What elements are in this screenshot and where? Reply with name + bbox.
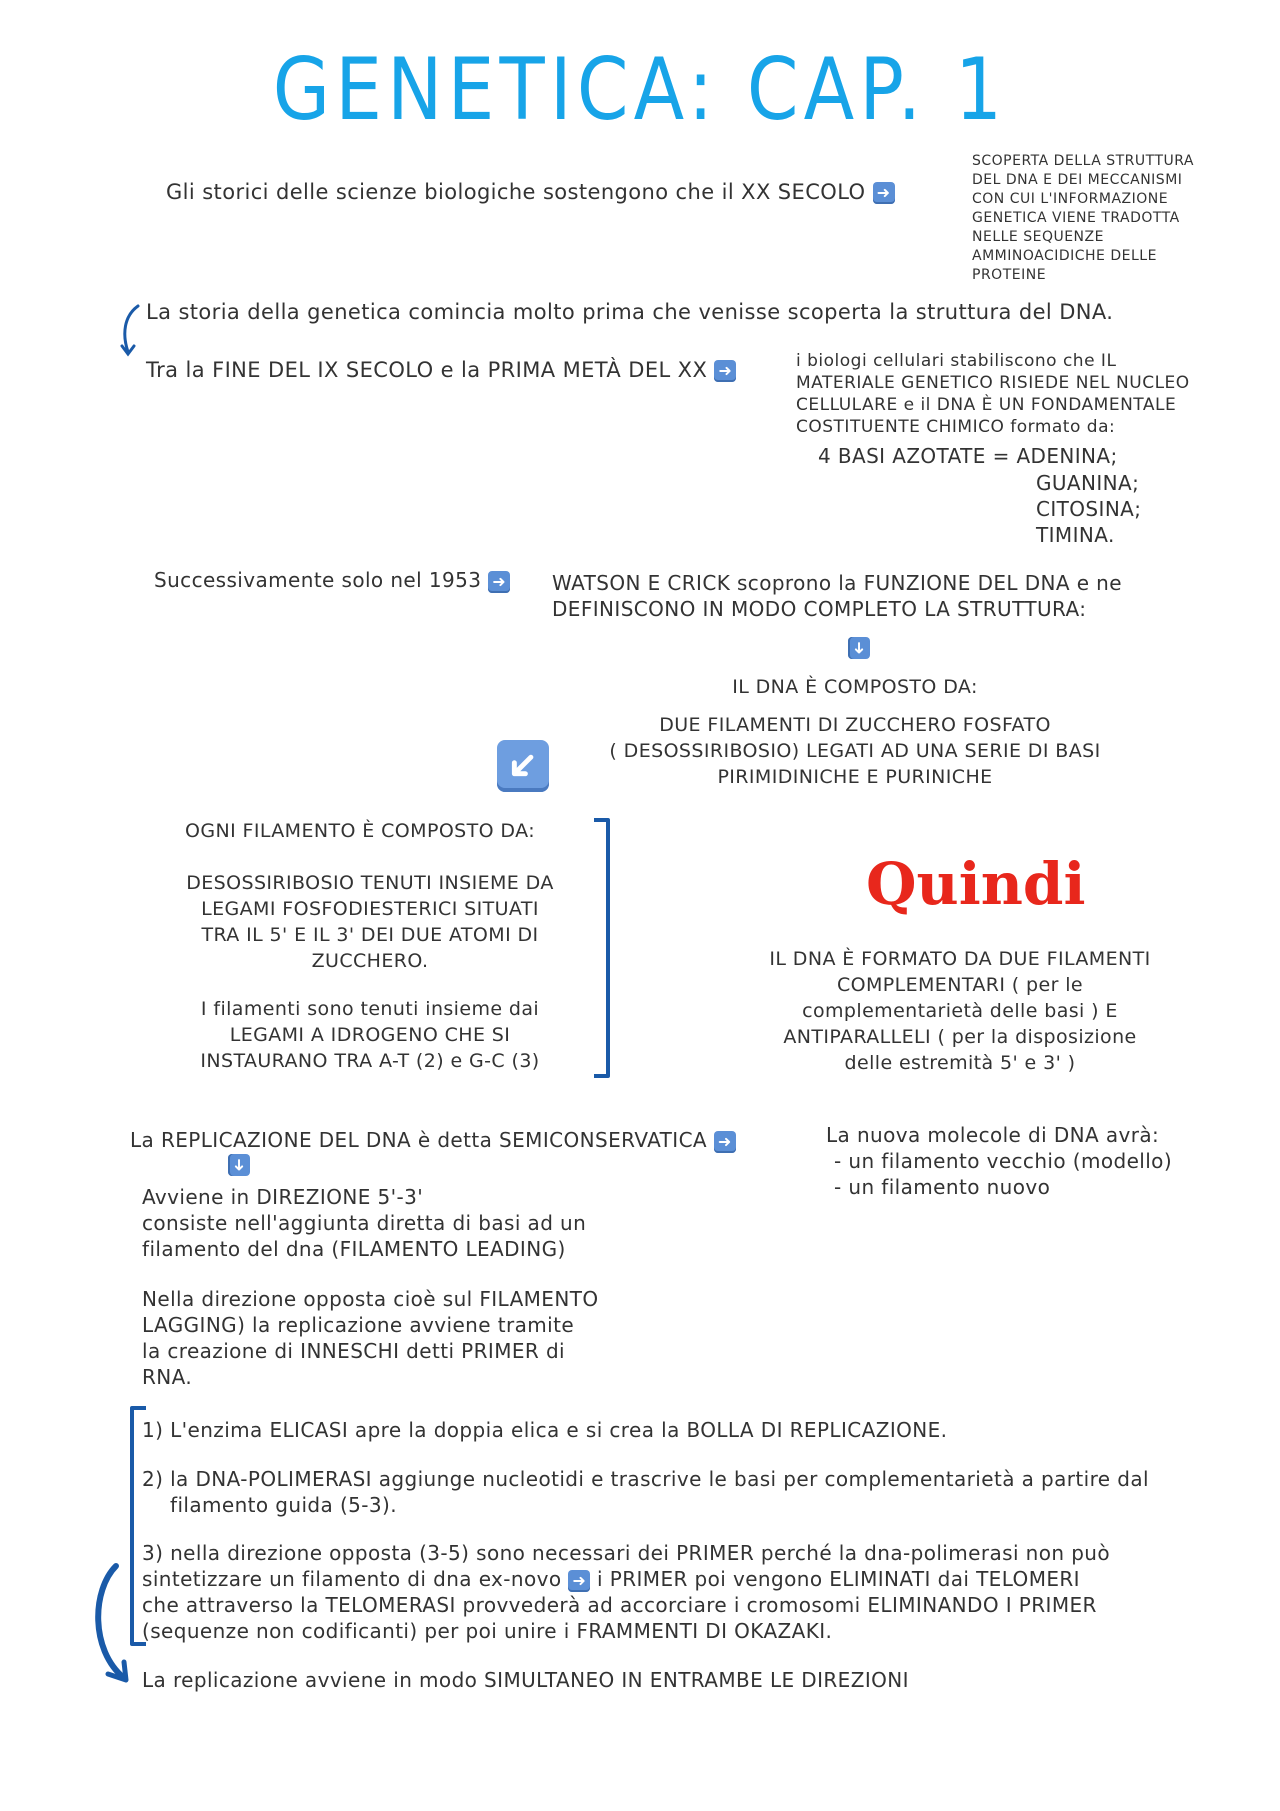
replication-label-text: La REPLICAZIONE DEL DNA è detta SEMICONSERVATICA — [130, 1128, 708, 1152]
bracket-right — [590, 816, 614, 1080]
watson-label — [154, 568, 510, 593]
leading-desc — [142, 1184, 586, 1262]
replication-label — [130, 1128, 736, 1153]
intro-note-line: PROTEINE — [972, 267, 1047, 283]
quindi-line: complementarietà delle basi ) E — [802, 1000, 1118, 1022]
intro-text: Gli storici delle scienze biologiche sostengono che il XX SECOLO — [166, 180, 866, 204]
filament-line: DESOSSIRIBOSIO TENUTI INSIEME DA — [186, 872, 554, 894]
down-left-arrow-icon: ➜ — [494, 737, 552, 795]
step-line: (sequenze non codificanti) per poi unire i FRAMMENTI DI OKAZAKI. — [142, 1619, 833, 1643]
down-arrow-icon: ➜ — [848, 637, 870, 659]
intro-note-line: SCOPERTA DELLA STRUTTURA — [972, 153, 1194, 169]
intro-note — [972, 152, 1194, 285]
dna-composed-heading: IL DNA È COMPOSTO DA: — [732, 676, 978, 698]
intro-note-line: CON CUI L'INFORMAZIONE — [972, 191, 1169, 207]
step-line: 3) nella direzione opposta (3-5) sono necessari dei PRIMER perché la dna-polimerasi non può — [142, 1541, 1111, 1565]
lagging-line: RNA. — [142, 1365, 193, 1389]
period-desc-line: i biologi cellulari stabiliscono che IL — [796, 351, 1117, 371]
quindi-heading: Quindi — [866, 850, 1086, 918]
bases-label: 4 BASI AZOTATE = ADENINA; — [818, 444, 1118, 468]
result-line: La nuova molecole di DNA avrà: — [826, 1123, 1160, 1147]
intro-note-line: AMMINOACIDICHE DELLE — [972, 248, 1157, 264]
filament-line: LEGAMI FOSFODIESTERICI SITUATI — [201, 898, 539, 920]
curved-arrow-icon — [116, 300, 146, 360]
watson-desc — [552, 570, 1122, 622]
intro-note-line: GENETICA VIENE TRADOTTA — [972, 210, 1180, 226]
period-desc-line: MATERIALE GENETICO RISIEDE NEL NUCLEO — [796, 373, 1190, 393]
lagging-line: LAGGING) la replicazione avviene tramite — [142, 1313, 575, 1337]
lagging-line: Nella direzione opposta cioè sul FILAMENTO — [142, 1287, 599, 1311]
page-title: GENETICA: CAP. 1 — [272, 40, 1008, 140]
filaments-line: ( DESOSSIRIBOSIO) LEGATI AD UNA SERIE DI BASI — [609, 740, 1101, 762]
step-2 — [142, 1466, 1149, 1518]
intro-note-line: NELLE SEQUENZE — [972, 229, 1104, 245]
leading-line: Avviene in DIREZIONE 5'-3' — [142, 1185, 424, 1209]
quindi-line: ANTIPARALLELI ( per la disposizione — [783, 1026, 1137, 1048]
filament-line: ZUCCHERO. — [311, 950, 429, 972]
watson-desc-line: WATSON E CRICK scoprono la FUNZIONE DEL DNA e ne — [552, 571, 1122, 595]
bases-list — [1036, 470, 1141, 548]
right-arrow-icon: ➜ — [714, 1131, 736, 1153]
step-line — [142, 1566, 1110, 1592]
step-text: sintetizzare un filamento di dna ex-novo — [142, 1567, 562, 1591]
filament-para1 — [140, 870, 600, 974]
step-line: filamento guida (5-3). — [170, 1493, 397, 1517]
filament-heading: OGNI FILAMENTO È COMPOSTO DA: — [185, 820, 535, 842]
dna-filaments-desc — [540, 712, 1170, 790]
filaments-line: PIRIMIDINICHE E PURINICHE — [717, 766, 993, 788]
conclusion: La replicazione avviene in modo SIMULTANEO IN ENTRAMBE LE DIREZIONI — [142, 1668, 909, 1692]
leading-line: consiste nell'aggiunta diretta di basi ad un — [142, 1211, 587, 1235]
step-3 — [142, 1540, 1110, 1644]
filament-line: I filamenti sono tenuti insieme dai — [200, 998, 540, 1020]
replication-result — [826, 1122, 1172, 1200]
step-1: 1) L'enzima ELICASI apre la doppia elica e si crea la BOLLA DI REPLICAZIONE. — [142, 1418, 948, 1442]
period-desc-line: CELLULARE e il DNA È UN FONDAMENTALE — [796, 395, 1177, 415]
intro-sentence — [166, 180, 895, 204]
right-arrow-icon: ➜ — [488, 571, 510, 593]
quindi-line: delle estremità 5' e 3' ) — [844, 1052, 1076, 1074]
filament-line: INSTAURANO TRA A-T (2) e G-C (3) — [200, 1050, 540, 1072]
result-line: - un filamento vecchio (modello) — [834, 1149, 1173, 1173]
right-arrow-icon: ➜ — [568, 1570, 590, 1592]
result-line: - un filamento nuovo — [834, 1175, 1051, 1199]
lagging-desc — [142, 1286, 598, 1390]
history-sentence: La storia della genetica comincia molto prima che venisse scoperta la struttura del DNA. — [146, 300, 1114, 324]
right-arrow-icon: ➜ — [873, 182, 895, 204]
period-label — [146, 358, 736, 382]
base-item: TIMINA. — [1036, 523, 1115, 547]
quindi-line: IL DNA È FORMATO DA DUE FILAMENTI — [769, 948, 1151, 970]
period-desc-line: COSTITUENTE CHIMICO formato da: — [796, 417, 1116, 437]
filament-line: LEGAMI A IDROGENO CHE SI — [229, 1024, 511, 1046]
step-text: i PRIMER poi vengono ELIMINATI dai TELOMERI — [597, 1567, 1080, 1591]
base-item: GUANINA; — [1036, 471, 1140, 495]
quindi-text — [700, 946, 1220, 1076]
base-item: CITOSINA; — [1036, 497, 1142, 521]
filament-line: TRA IL 5' E IL 3' DEI DUE ATOMI DI — [201, 924, 539, 946]
watson-label-text: Successivamente solo nel 1953 — [154, 568, 482, 592]
step-line: 2) la DNA-POLIMERASI aggiunge nucleotidi e trascrive le basi per complementarietà a partire dal — [142, 1467, 1149, 1491]
lagging-line: la creazione di INNESCHI detti PRIMER di — [142, 1339, 566, 1363]
step-line: che attraverso la TELOMERASI provvederà ad accorciare i cromosomi ELIMINANDO I PRIMER — [142, 1593, 1097, 1617]
watson-desc-line: DEFINISCONO IN MODO COMPLETO LA STRUTTURA: — [552, 597, 1087, 621]
down-arrow-icon: ➜ — [228, 1154, 250, 1176]
period-desc — [796, 350, 1190, 438]
filaments-line: DUE FILAMENTI DI ZUCCHERO FOSFATO — [659, 714, 1051, 736]
period-label-text: Tra la FINE DEL IX SECOLO e la PRIMA METÀ DEL XX — [146, 358, 708, 382]
curved-arrow-icon — [84, 1560, 148, 1690]
filament-para2 — [140, 996, 600, 1074]
intro-note-line: DEL DNA E DEI MECCANISMI — [972, 172, 1183, 188]
leading-line: filamento del dna (FILAMENTO LEADING) — [142, 1237, 566, 1261]
right-arrow-icon: ➜ — [714, 360, 736, 382]
quindi-line: COMPLEMENTARI ( per le — [836, 974, 1084, 996]
